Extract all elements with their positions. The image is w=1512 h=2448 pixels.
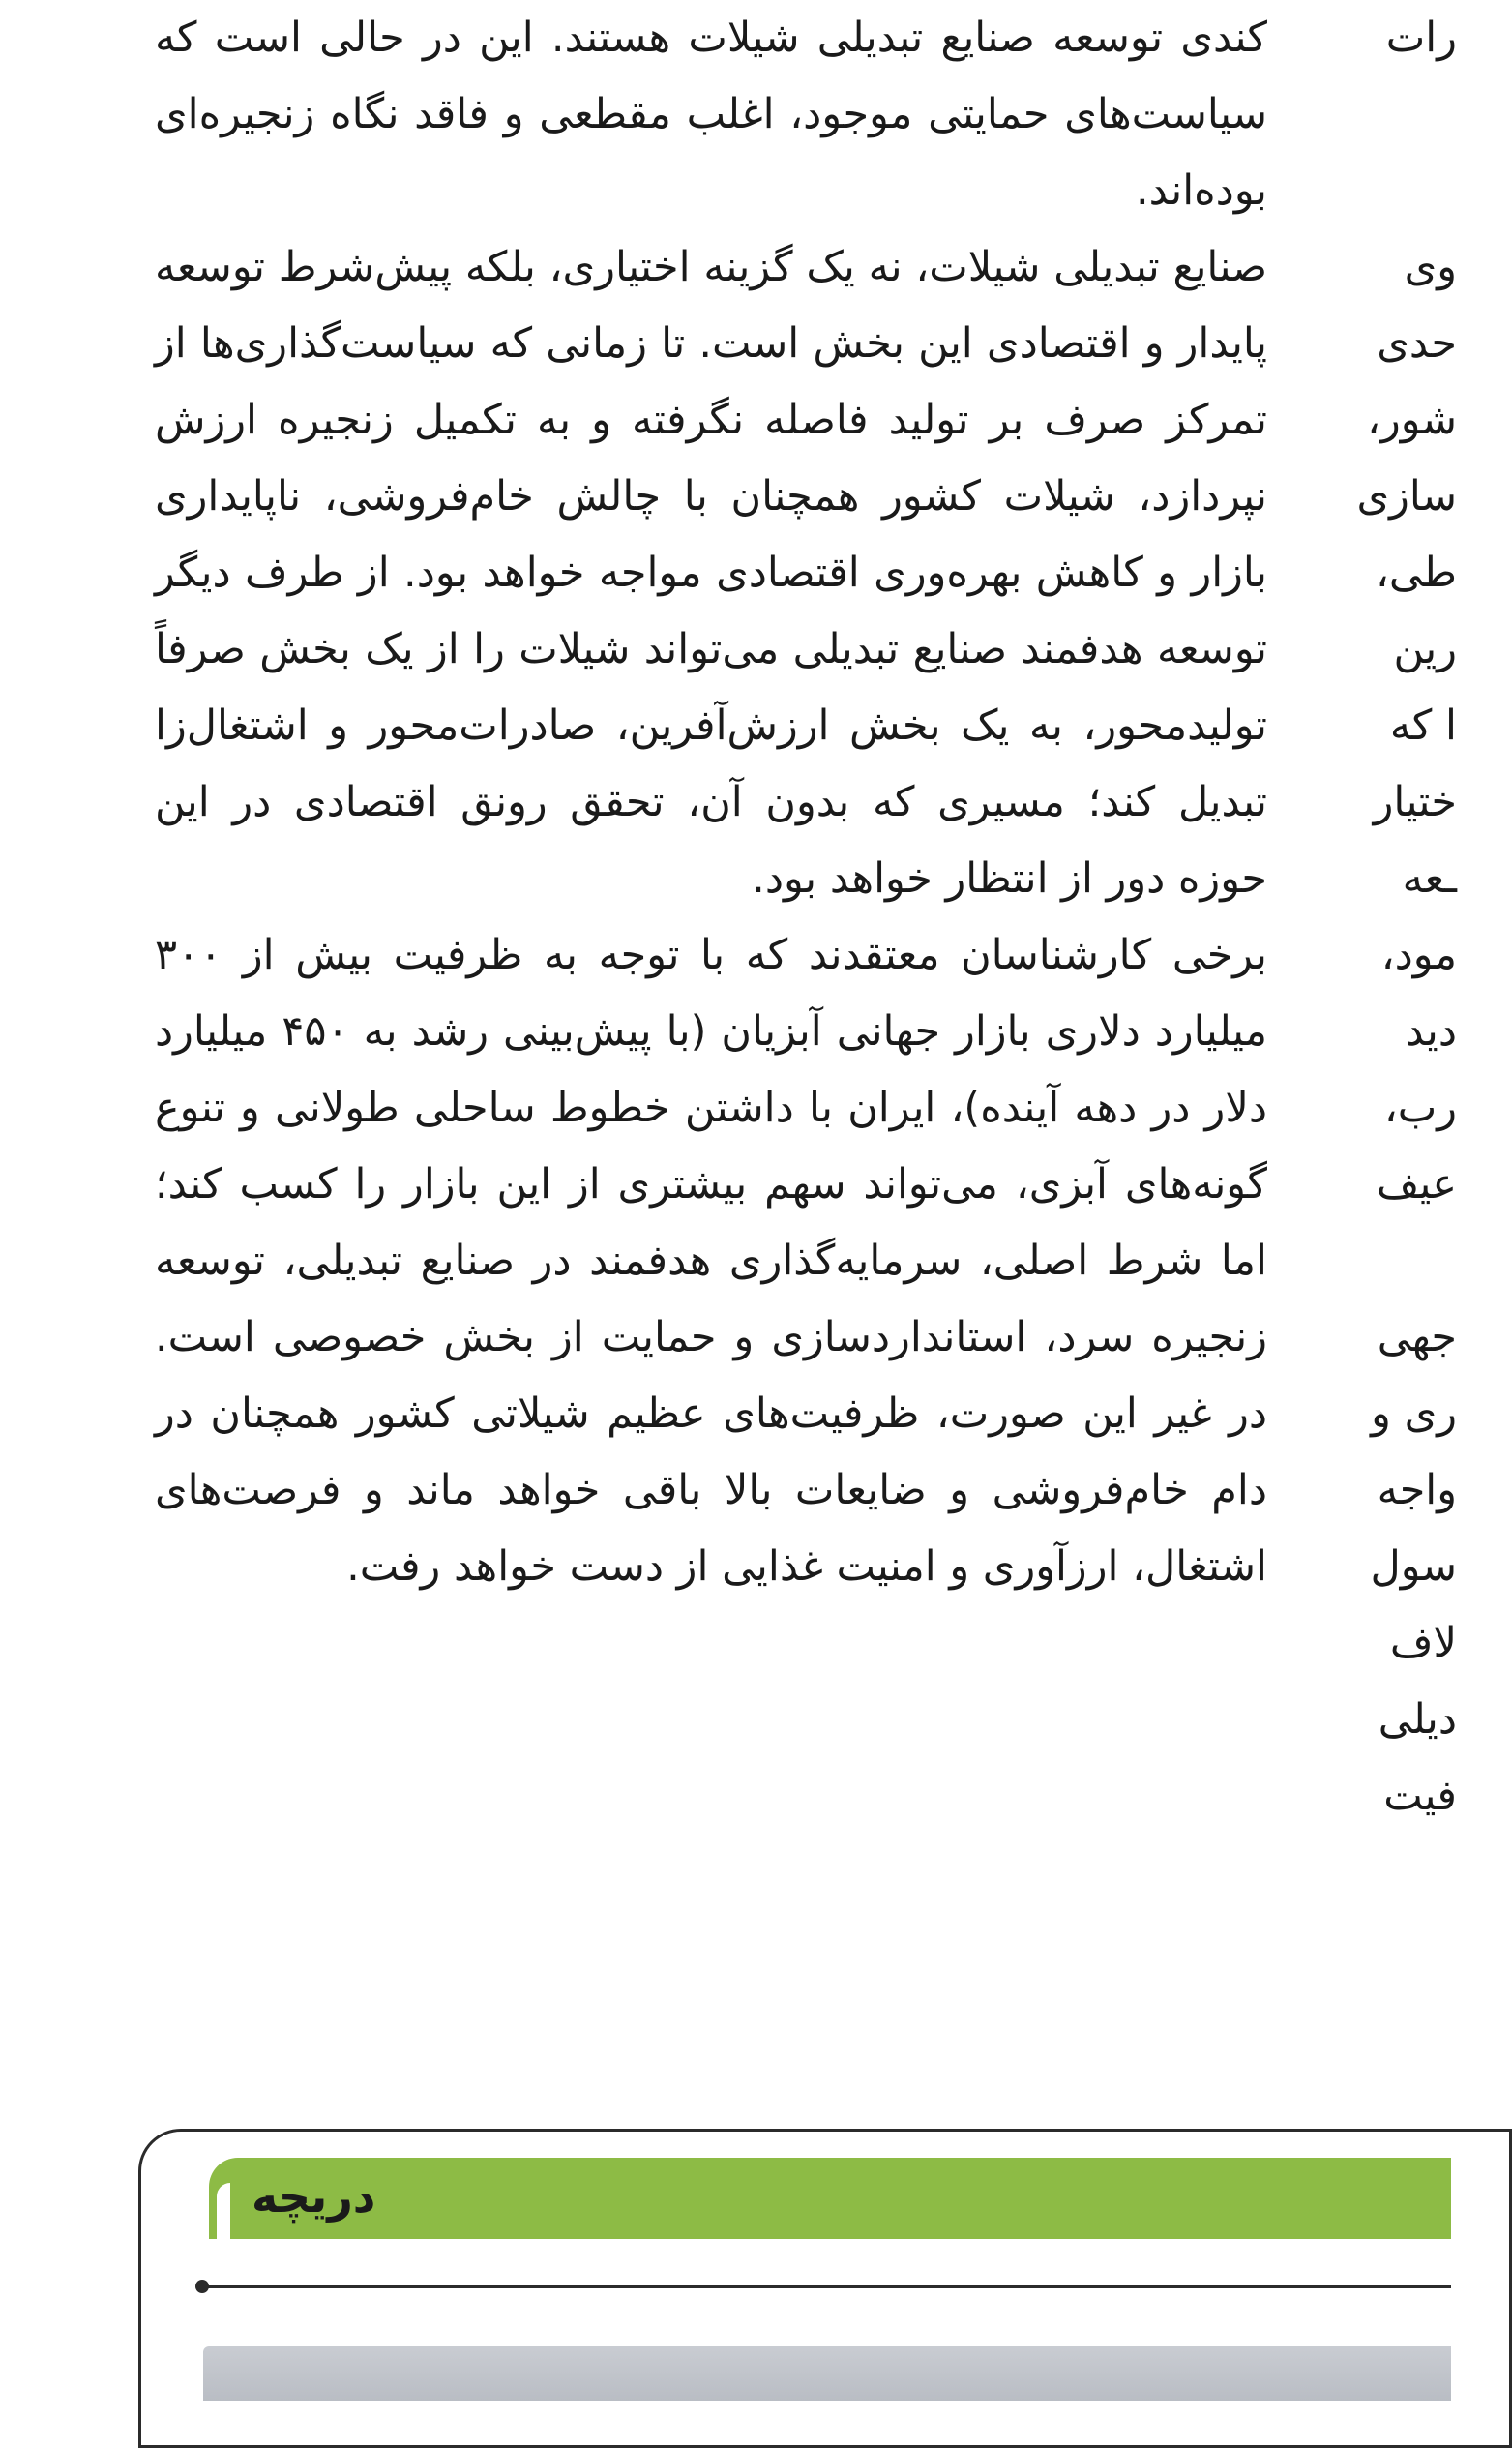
adjacent-column-fragment: رین (1393, 625, 1457, 673)
adjacent-column-fragment: طی، (1376, 549, 1457, 597)
adjacent-column-fragment: وی (1404, 243, 1457, 291)
adjacent-column-fragment: سول (1370, 1542, 1457, 1591)
adjacent-column-fragment: واجه (1377, 1466, 1457, 1514)
sidebar-box-divider (201, 2285, 1451, 2288)
adjacent-column-fragment: ری و (1371, 1389, 1457, 1438)
adjacent-column-fragment: ـعه (1402, 854, 1457, 903)
divider-dot-icon (195, 2280, 209, 2293)
article-paragraph-3: برخی کارشناسان معتقدند که با توجه به ظرفیت بیش از ۳۰۰ میلیارد دلاری بازار جهانی آبزیان (با پیش‌بینی رشد به ۴۵۰ میلیارد دلار در دهه آینده)، ایران با داشتن خطوط ساحلی طولانی و تنوع گونه‌های آبزی، می‌تواند سهم بیشتری از این بازار را کسب کند؛ اما شرط اصلی، سرمایه‌گذاری هدفمند در صنایع تبدیلی، توسعه زنجیره سرد، استانداردسازی و حمایت از بخش خصوصی است. در غیر این صورت، ظرفیت‌های عظیم شیلاتی کشور همچنان در دام خام‌فروشی و ضایعات بالا باقی خواهد ماند و فرصت‌های اشتغال، ارزآوری و امنیت غذایی از دست خواهد رفت. (155, 931, 1267, 1591)
adjacent-column-fragment: رب، (1383, 1084, 1457, 1132)
adjacent-column-fragment: جهی (1377, 1313, 1457, 1361)
adjacent-column-fragment: عیف (1376, 1160, 1457, 1209)
adjacent-column-fragment: رات (1385, 14, 1457, 62)
adjacent-column-fragment: ا که (1389, 702, 1457, 750)
article-paragraph-2: صنایع تبدیلی شیلات، نه یک گزینه اختیاری، بلکه پیش‌شرط توسعه پایدار و اقتصادی این بخش است. تا زمانی که سیاست‌گذاری‌ها از تمرکز صرف بر تولید فاصله نگرفته و به تکمیل زنجیره ارزش نپردازد، شیلات کشور همچنان با چالش خام‌فروشی، ناپایداری بازار و کاهش بهره‌وری اقتصادی مواجه خواهد بود. از طرف دیگر توسعه هدفمند صنایع تبدیلی می‌تواند شیلات را از یک بخش صرفاً تولیدمحور، به یک بخش ارزش‌آفرین، صادرات‌محور و اشتغال‌زا تبدیل کند؛ مسیری که بدون آن، تحقق رونق اقتصادی در این حوزه دور از انتظار خواهد بود. (155, 243, 1267, 903)
article-paragraph-1: کندی توسعه صنایع تبدیلی شیلات هستند. این در حالی است که سیاست‌های حمایتی موجود، اغلب مقطعی و فاقد نگاه زنجیره‌ای بوده‌اند. (155, 14, 1267, 215)
adjacent-column-fragment: سازی (1356, 472, 1457, 521)
clipped-adjacent-column (1356, 0, 1457, 2032)
adjacent-column-fragment: فیت (1383, 1772, 1457, 1820)
adjacent-column-fragment: ختیار (1373, 778, 1457, 826)
adjacent-column-fragment: مود، (1380, 931, 1457, 979)
article-column (155, 0, 1267, 1605)
adjacent-column-fragment: لاف (1389, 1619, 1457, 1667)
sidebar-box-title: دریچه (252, 2170, 376, 2223)
adjacent-column-fragment: دیلی (1378, 1695, 1457, 1744)
adjacent-column-fragment: حدی (1377, 319, 1457, 368)
adjacent-column-fragment: شور، (1367, 396, 1457, 444)
adjacent-column-fragment: دید (1405, 1007, 1457, 1056)
sidebar-box-photo (203, 2346, 1451, 2401)
sidebar-box-header (209, 2158, 1451, 2239)
